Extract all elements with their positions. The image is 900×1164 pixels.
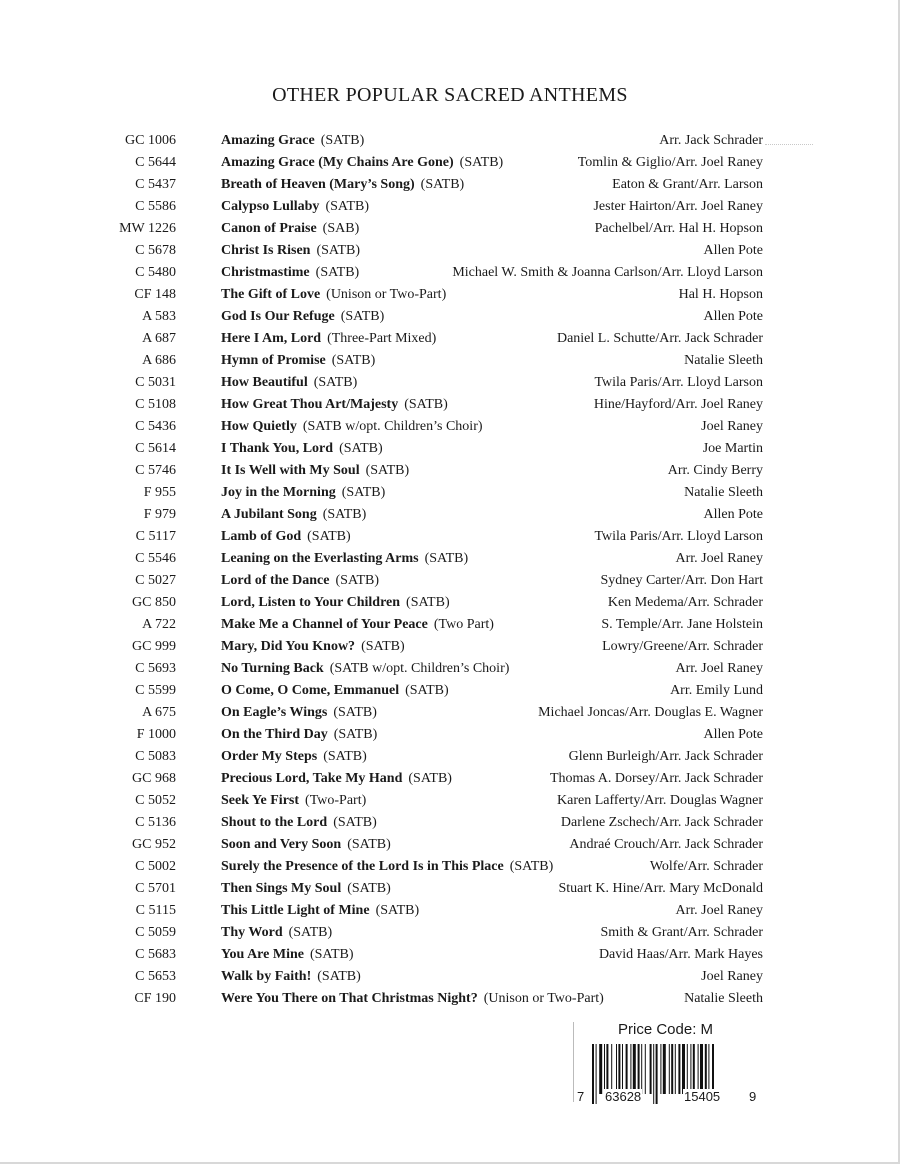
anthem-row: [0, 944, 900, 966]
anthem-title-cell: [221, 306, 384, 328]
anthem-voicing: (SATB): [347, 837, 391, 852]
anthem-voicing: (SATB): [404, 397, 448, 412]
anthem-composer: Twila Paris/Arr. Lloyd Larson: [594, 529, 763, 544]
catalog-code: C 5436: [135, 419, 176, 434]
barcode-bar: [705, 1044, 707, 1094]
anthem-row: [0, 900, 900, 922]
anthem-composer: Arr. Cindy Berry: [667, 463, 763, 478]
catalog-code: C 5480: [135, 265, 176, 280]
barcode-bar: [626, 1044, 628, 1094]
anthem-list: [0, 130, 900, 1010]
anthem-composer: Michael W. Smith & Joanna Carlson/Arr. Lloyd Larson: [452, 265, 763, 280]
catalog-code: F 1000: [136, 727, 176, 742]
anthem-voicing: (SATB): [323, 749, 367, 764]
anthem-title-cell: [221, 702, 377, 724]
anthem-title: Lamb of God: [221, 529, 302, 544]
anthem-title: Amazing Grace (My Chains Are Gone): [221, 155, 454, 170]
anthem-row: [0, 592, 900, 614]
anthem-title: God Is Our Refuge: [221, 309, 335, 324]
anthem-title: Seek Ye First: [221, 793, 300, 808]
anthem-title: The Gift of Love: [221, 287, 321, 302]
anthem-row: [0, 636, 900, 658]
anthem-voicing: (SATB): [361, 639, 405, 654]
anthem-row: [0, 658, 900, 680]
catalog-code: C 5136: [135, 815, 176, 830]
anthem-title-cell: [221, 966, 361, 988]
anthem-title: On Eagle’s Wings: [221, 705, 328, 720]
anthem-composer: Glenn Burleigh/Arr. Jack Schrader: [568, 749, 763, 764]
anthem-row: [0, 856, 900, 878]
anthem-row: [0, 834, 900, 856]
anthem-title: A Jubilant Song: [221, 507, 317, 522]
anthem-title: Order My Steps: [221, 749, 318, 764]
anthem-composer: Hal H. Hopson: [678, 287, 763, 302]
anthem-voicing: (SATB w/opt. Children’s Choir): [302, 419, 483, 434]
anthem-composer: Darlene Zschech/Arr. Jack Schrader: [560, 815, 763, 830]
anthem-composer: Allen Pote: [703, 309, 763, 324]
page-title: OTHER POPULAR SACRED ANTHEMS: [272, 84, 628, 106]
anthem-composer: Arr. Jack Schrader: [659, 133, 763, 148]
anthem-row: [0, 790, 900, 812]
barcode-left-digits: 63628: [605, 1089, 642, 1104]
barcode-first-digit: 7: [577, 1089, 585, 1104]
catalog-code: A 686: [142, 353, 176, 368]
anthem-title-cell: [221, 284, 446, 306]
anthem-title-cell: [221, 152, 503, 174]
anthem-title-cell: [221, 812, 377, 834]
catalog-code: C 5108: [135, 397, 176, 412]
anthem-title-cell: [221, 988, 604, 1010]
catalog-code: A 675: [142, 705, 176, 720]
anthem-title: Lord, Listen to Your Children: [221, 595, 401, 610]
anthem-title-cell: [221, 218, 359, 240]
anthem-title: Walk by Faith!: [221, 969, 312, 984]
anthem-voicing: (SATB): [420, 177, 465, 192]
catalog-code: C 5437: [135, 177, 176, 192]
anthem-title: No Turning Back: [221, 661, 324, 676]
catalog-code: CF 190: [134, 991, 176, 1006]
anthem-composer: Smith & Grant/Arr. Schrader: [600, 925, 763, 940]
catalog-code: C 5059: [135, 925, 176, 940]
anthem-composer: Hine/Hayford/Arr. Joel Raney: [593, 397, 763, 412]
barcode-bar: [650, 1044, 652, 1094]
barcode-bar: [678, 1044, 680, 1094]
anthem-row: [0, 262, 900, 284]
catalog-code: C 5683: [135, 947, 176, 962]
anthem-row: [0, 614, 900, 636]
anthem-row: [0, 306, 900, 328]
barcode-bar: [682, 1044, 685, 1094]
anthem-title-cell: [221, 196, 369, 218]
anthem-title-cell: [221, 526, 351, 548]
catalog-code: C 5002: [135, 859, 176, 874]
anthem-composer: Joel Raney: [701, 969, 763, 984]
anthem-composer: Andraé Crouch/Arr. Jack Schrader: [569, 837, 763, 852]
anthem-title-cell: [221, 834, 391, 856]
catalog-code: C 5693: [135, 661, 176, 676]
anthem-title-cell: [221, 570, 379, 592]
catalog-code: GC 968: [132, 771, 176, 786]
anthem-voicing: (SATB): [340, 309, 385, 324]
anthem-composer: Joel Raney: [701, 419, 763, 434]
anthem-composer: Daniel L. Schutte/Arr. Jack Schrader: [556, 331, 763, 346]
anthem-title: Then Sings My Soul: [221, 881, 342, 896]
barcode-bar: [693, 1044, 695, 1094]
anthem-voicing: (Two Part): [433, 617, 494, 632]
catalog-code: C 5653: [135, 969, 176, 984]
anthem-row: [0, 130, 900, 152]
catalog-code: GC 1006: [125, 133, 176, 148]
catalog-code: C 5083: [135, 749, 176, 764]
anthem-row: [0, 922, 900, 944]
catalog-code: C 5052: [135, 793, 176, 808]
anthem-row: [0, 416, 900, 438]
anthem-composer: Sydney Carter/Arr. Don Hart: [600, 573, 763, 588]
anthem-composer: Eaton & Grant/Arr. Larson: [612, 177, 763, 192]
anthem-row: [0, 482, 900, 504]
catalog-code: C 5546: [135, 551, 176, 566]
anthem-composer: Tomlin & Giglio/Arr. Joel Raney: [577, 155, 763, 170]
anthem-row: [0, 174, 900, 196]
catalog-code: F 979: [143, 507, 176, 522]
anthem-voicing: (SATB): [313, 375, 358, 390]
price-divider: [573, 1022, 574, 1102]
anthem-title-cell: [221, 680, 449, 702]
anthem-title: O Come, O Come, Emmanuel: [221, 683, 400, 698]
barcode-bar: [596, 1044, 597, 1104]
anthem-row: [0, 702, 900, 724]
anthem-title-cell: [221, 130, 364, 152]
anthem-title: Here I Am, Lord: [221, 331, 322, 346]
barcode-bar: [630, 1044, 631, 1094]
anthem-title: Soon and Very Soon: [221, 837, 342, 852]
anthem-title: Hymn of Promise: [221, 353, 326, 368]
anthem-row: [0, 724, 900, 746]
anthem-title-cell: [221, 614, 494, 636]
anthem-composer: Joe Martin: [702, 441, 763, 456]
anthem-title: Leaning on the Everlasting Arms: [221, 551, 419, 566]
anthem-row: [0, 218, 900, 240]
anthem-title: Shout to the Lord: [221, 815, 328, 830]
anthem-voicing: (SATB): [408, 771, 452, 786]
anthem-title: Precious Lord, Take My Hand: [221, 771, 403, 786]
anthem-composer: S. Temple/Arr. Jane Holstein: [601, 617, 763, 632]
catalog-code: C 5701: [135, 881, 176, 896]
barcode-bar: [698, 1044, 699, 1094]
catalog-code: CF 148: [134, 287, 176, 302]
anthem-composer: Lowry/Greene/Arr. Schrader: [602, 639, 763, 654]
anthem-voicing: (SATB): [509, 859, 554, 874]
anthem-title: Amazing Grace: [221, 133, 315, 148]
catalog-code: C 5027: [135, 573, 176, 588]
anthem-voicing: (SATB): [307, 529, 351, 544]
anthem-composer: Natalie Sleeth: [684, 353, 763, 368]
anthem-voicing: (Unison or Two-Part): [326, 287, 447, 302]
anthem-voicing: (SATB): [333, 815, 377, 830]
anthem-title-cell: [221, 856, 553, 878]
catalog-code: C 5614: [135, 441, 176, 456]
anthem-row: [0, 372, 900, 394]
anthem-title-cell: [221, 438, 383, 460]
anthem-voicing: (SATB): [333, 705, 377, 720]
anthem-title: You Are Mine: [221, 947, 304, 962]
anthem-title: Calypso Lullaby: [221, 199, 320, 214]
anthem-row: [0, 680, 900, 702]
anthem-row: [0, 746, 900, 768]
anthem-composer: Arr. Joel Raney: [675, 661, 763, 676]
anthem-composer: Wolfe/Arr. Schrader: [649, 859, 763, 874]
barcode-bar: [675, 1044, 676, 1094]
anthem-title-cell: [221, 746, 367, 768]
catalog-code: C 5115: [135, 903, 176, 918]
anthem-title: Make Me a Channel of Your Peace: [221, 617, 428, 632]
anthem-voicing: (Three-Part Mixed): [327, 331, 437, 346]
barcode-bar: [618, 1044, 620, 1094]
barcode-bar: [660, 1044, 661, 1094]
anthem-title-cell: [221, 636, 405, 658]
anthem-composer: Pachelbel/Arr. Hal H. Hopson: [594, 221, 763, 236]
anthem-title: It Is Well with My Soul: [221, 463, 360, 478]
anthem-voicing: (SATB): [375, 903, 420, 918]
barcode-bar: [663, 1044, 666, 1094]
barcode-bar: [622, 1044, 623, 1094]
anthem-composer: Arr. Joel Raney: [675, 551, 763, 566]
anthem-row: [0, 284, 900, 306]
anthem-voicing: (SATB w/opt. Children’s Choir): [329, 661, 510, 676]
anthem-composer: Natalie Sleeth: [684, 991, 763, 1006]
barcode-bar: [653, 1044, 654, 1104]
anthem-voicing: (Unison or Two-Part): [483, 991, 604, 1006]
anthem-composer: Twila Paris/Arr. Lloyd Larson: [594, 375, 763, 390]
anthem-row: [0, 812, 900, 834]
barcode-bar: [616, 1044, 617, 1094]
anthem-composer: Michael Joncas/Arr. Douglas E. Wagner: [538, 705, 763, 720]
anthem-voicing: (SATB): [406, 595, 450, 610]
catalog-code: C 5678: [135, 243, 176, 258]
anthem-title-cell: [221, 350, 375, 372]
anthem-voicing: (SATB): [317, 969, 361, 984]
barcode-bar: [633, 1044, 636, 1094]
anthem-title-cell: [221, 944, 354, 966]
anthem-title: Joy in the Morning: [221, 485, 336, 500]
anthem-composer: Ken Medema/Arr. Schrader: [607, 595, 763, 610]
anthem-row: [0, 878, 900, 900]
anthem-row: [0, 460, 900, 482]
anthem-row: [0, 350, 900, 372]
anthem-title: Canon of Praise: [221, 221, 317, 236]
barcode-bar: [656, 1044, 658, 1104]
anthem-title: Christ Is Risen: [221, 243, 311, 258]
anthem-voicing: (SATB): [347, 881, 391, 896]
barcode-bar: [700, 1044, 703, 1094]
catalog-code: A 687: [142, 331, 176, 346]
anthem-title-cell: [221, 790, 366, 812]
catalog-code: C 5586: [135, 199, 176, 214]
anthem-title-cell: [221, 900, 419, 922]
anthem-row: [0, 548, 900, 570]
anthem-voicing: (SATB): [316, 243, 361, 258]
anthem-title-cell: [221, 658, 509, 680]
anthem-row: [0, 438, 900, 460]
barcode-bar: [599, 1044, 602, 1094]
anthem-title: I Thank You, Lord: [221, 441, 334, 456]
anthem-row: [0, 966, 900, 988]
anthem-title-cell: [221, 592, 450, 614]
anthem-row: [0, 328, 900, 350]
barcode-bar: [606, 1044, 608, 1094]
anthem-title: Christmastime: [221, 265, 310, 280]
catalog-code: C 5599: [135, 683, 176, 698]
anthem-title: Were You There on That Christmas Night?: [221, 991, 478, 1006]
barcode-bar: [611, 1044, 612, 1094]
anthem-voicing: (SATB): [365, 463, 410, 478]
anthem-title-cell: [221, 504, 366, 526]
anthem-title: Thy Word: [221, 925, 283, 940]
anthem-voicing: (SATB): [309, 947, 354, 962]
anthem-title: This Little Light of Mine: [221, 903, 370, 918]
anthem-voicing: (SATB): [339, 441, 383, 456]
anthem-title: How Beautiful: [221, 375, 308, 390]
anthem-voicing: (SATB): [459, 155, 504, 170]
anthem-row: [0, 988, 900, 1010]
anthem-title-cell: [221, 548, 468, 570]
anthem-voicing: (SATB): [333, 727, 378, 742]
anthem-row: [0, 526, 900, 548]
anthem-title-cell: [221, 240, 360, 262]
anthem-voicing: (SATB): [288, 925, 333, 940]
anthem-title: How Quietly: [221, 419, 297, 434]
anthem-title-cell: [221, 174, 464, 196]
anthem-voicing: (SATB): [322, 507, 367, 522]
anthem-title: On the Third Day: [221, 727, 328, 742]
barcode-bar: [604, 1044, 605, 1094]
anthem-row: [0, 196, 900, 218]
barcode-bar: [592, 1044, 594, 1104]
barcode-bar: [669, 1044, 670, 1094]
anthem-title: How Great Thou Art/Majesty: [221, 397, 399, 412]
anthem-composer: Arr. Joel Raney: [675, 903, 763, 918]
anthem-title-cell: [221, 372, 357, 394]
anthem-title: Surely the Presence of the Lord Is in This Place: [221, 859, 504, 874]
catalog-code: GC 850: [132, 595, 176, 610]
barcode-bar: [687, 1044, 688, 1094]
dotted-leader: [765, 130, 813, 145]
barcode-bar: [690, 1044, 691, 1094]
catalog-code: F 955: [143, 485, 176, 500]
anthem-title-cell: [221, 768, 452, 790]
anthem-title-cell: [221, 724, 377, 746]
catalog-code: MW 1226: [119, 221, 176, 236]
catalog-code: A 583: [142, 309, 176, 324]
anthem-composer: Thomas A. Dorsey/Arr. Jack Schrader: [549, 771, 763, 786]
barcode-right-digits: 15405: [684, 1089, 721, 1104]
anthem-voicing: (SATB): [424, 551, 469, 566]
catalog-code: C 5117: [135, 529, 176, 544]
anthem-title: Mary, Did You Know?: [221, 639, 356, 654]
anthem-row: [0, 152, 900, 174]
anthem-title-cell: [221, 878, 391, 900]
catalog-code: C 5031: [135, 375, 176, 390]
barcode-bar: [641, 1044, 642, 1094]
anthem-composer: Allen Pote: [703, 243, 763, 258]
catalog-code: A 722: [142, 617, 176, 632]
anthem-composer: Jester Hairton/Arr. Joel Raney: [593, 199, 763, 214]
barcode-last-digit: 9: [749, 1089, 757, 1104]
catalog-code: C 5746: [135, 463, 176, 478]
anthem-voicing: (SATB): [315, 265, 360, 280]
anthem-title: Breath of Heaven (Mary’s Song): [221, 177, 415, 192]
anthem-voicing: (SATB): [341, 485, 386, 500]
anthem-row: [0, 504, 900, 526]
anthem-composer: Allen Pote: [703, 727, 763, 742]
anthem-title-cell: [221, 416, 483, 438]
catalog-code: GC 952: [132, 837, 176, 852]
anthem-voicing: (SATB): [405, 683, 449, 698]
anthem-title-cell: [221, 482, 385, 504]
anthem-composer: Karen Lafferty/Arr. Douglas Wagner: [557, 793, 763, 808]
barcode-bar: [671, 1044, 673, 1094]
anthem-composer: David Haas/Arr. Mark Hayes: [598, 947, 763, 962]
anthem-composer: Natalie Sleeth: [684, 485, 763, 500]
anthem-title: Lord of the Dance: [221, 573, 330, 588]
anthem-row: [0, 570, 900, 592]
catalog-code: GC 999: [132, 639, 176, 654]
price-code-label: Price Code: M: [618, 1021, 714, 1038]
barcode-bar: [638, 1044, 640, 1094]
anthem-composer: Arr. Emily Lund: [670, 683, 763, 698]
catalog-code: C 5644: [135, 155, 176, 170]
anthem-voicing: (SATB): [335, 573, 380, 588]
anthem-voicing: (SATB): [320, 133, 365, 148]
barcode-bar: [645, 1044, 646, 1094]
anthem-composer: Allen Pote: [703, 507, 763, 522]
anthem-title-cell: [221, 262, 359, 284]
anthem-title-cell: [221, 460, 409, 482]
anthem-row: [0, 394, 900, 416]
anthem-voicing: (SATB): [325, 199, 369, 214]
anthem-title-cell: [221, 328, 436, 350]
anthem-row: [0, 240, 900, 262]
anthem-voicing: (SATB): [331, 353, 376, 368]
anthem-composer: Stuart K. Hine/Arr. Mary McDonald: [558, 881, 763, 896]
anthem-voicing: (Two-Part): [305, 793, 367, 808]
anthem-row: [0, 768, 900, 790]
anthem-title-cell: [221, 922, 332, 944]
anthem-voicing: (SAB): [322, 221, 360, 236]
anthem-title-cell: [221, 394, 448, 416]
